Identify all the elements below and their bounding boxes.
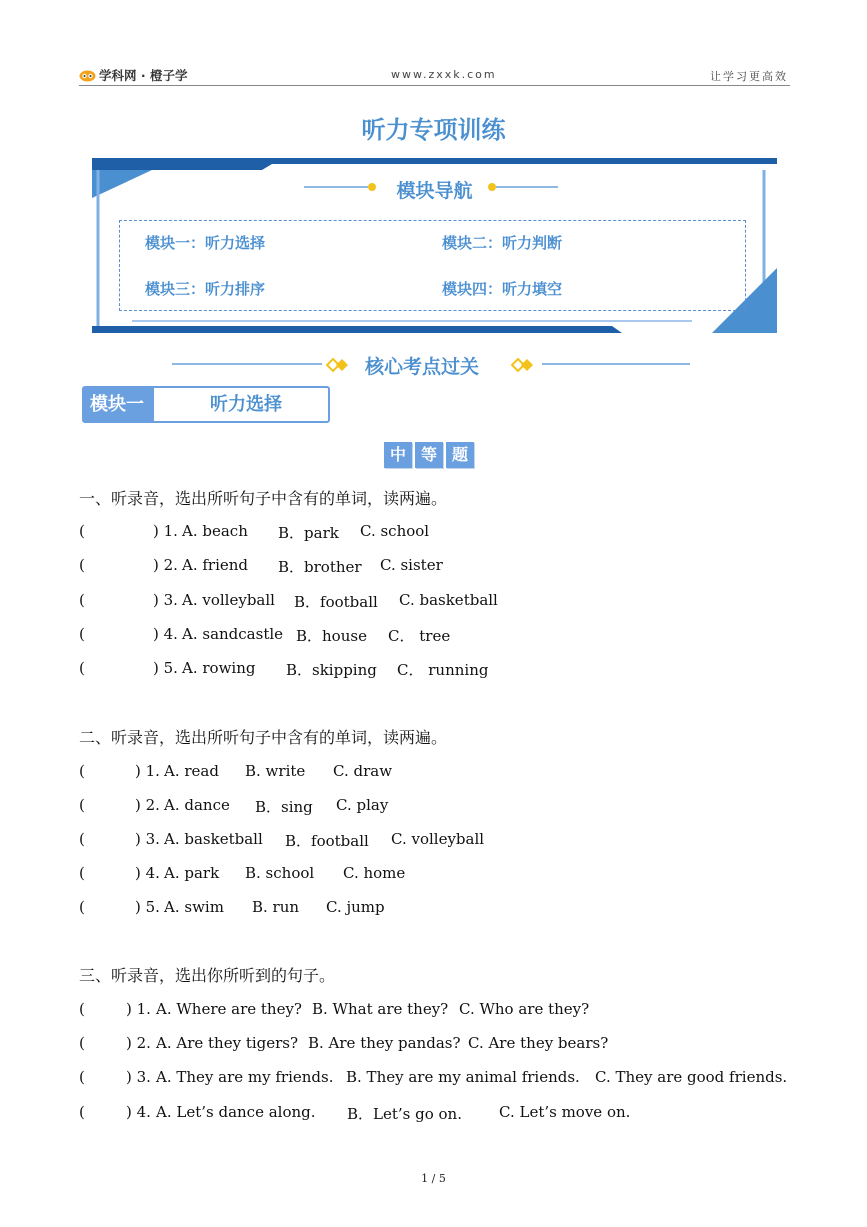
option-c: C. sister — [380, 556, 443, 574]
option-a: A. volleyball — [182, 591, 275, 609]
option-c: C. home — [343, 864, 406, 882]
question-number: ) 2. — [126, 1034, 151, 1052]
module-nav-box — [92, 158, 777, 333]
option-a: A. read — [164, 762, 219, 780]
question-number: ) 2. — [135, 796, 160, 814]
answer-paren[interactable]: ( — [79, 762, 85, 780]
page-number: 1 / 5 — [421, 1172, 446, 1185]
option-b: B. run — [252, 898, 300, 916]
option-b: B．football — [294, 593, 378, 611]
core-title: 核心考点过关 — [365, 356, 480, 378]
section-2-title: 二、听录音，选出所听句子中含有的单词，读两遍。 — [79, 728, 448, 747]
question-number: ) 3. — [126, 1068, 151, 1086]
module-tag-label: 模块一 — [84, 388, 154, 421]
nav-title: 模块导航 — [396, 180, 473, 202]
answer-paren[interactable]: ( — [79, 556, 85, 574]
option-c: C. jump — [326, 898, 385, 916]
difficulty-char: 等 — [415, 442, 443, 468]
module-tag-name: 听力选择 — [210, 394, 282, 415]
option-b: B．sing — [255, 798, 313, 816]
option-b: B．brother — [278, 558, 362, 576]
section-3-title: 三、听录音，选出你所听到的句子。 — [79, 966, 336, 985]
nav-item-module-3[interactable]: 模块三：听力排序 — [145, 280, 266, 298]
option-a: A. They are my friends. — [156, 1068, 334, 1086]
nav-item-module-2[interactable]: 模块二：听力判断 — [442, 234, 563, 252]
option-b: B．park — [278, 524, 339, 542]
section-1-title: 一、听录音，选出所听句子中含有的单词，读两遍。 — [79, 489, 448, 508]
option-a: A. Let’s dance along. — [156, 1103, 316, 1121]
header-slogan: 让学习更高效 — [710, 70, 788, 83]
option-c: C. draw — [333, 762, 393, 780]
logo-text: 学科网 · 橙子学 — [99, 68, 188, 83]
option-a: A. dance — [164, 796, 230, 814]
option-c: C. They are good friends. — [595, 1068, 788, 1086]
question-number: ) 4. — [135, 864, 160, 882]
answer-paren[interactable]: ( — [79, 864, 85, 882]
question-number: ) 5. — [153, 659, 178, 677]
option-b: B．football — [285, 832, 369, 850]
option-b: B. Are they pandas? — [308, 1034, 461, 1052]
option-b: B．Let’s go on. — [347, 1105, 462, 1123]
option-c: C． tree — [388, 627, 451, 645]
option-b: B．skipping — [286, 661, 377, 679]
option-c: C. basketball — [399, 591, 498, 609]
page-title: 听力专项训练 — [361, 115, 506, 144]
difficulty-char: 中 — [384, 442, 412, 468]
question-number: ) 3. — [153, 591, 178, 609]
difficulty-char: 题 — [446, 442, 474, 468]
answer-paren[interactable]: ( — [79, 1068, 85, 1086]
question-number: ) 1. — [126, 1000, 151, 1018]
answer-paren[interactable]: ( — [79, 796, 85, 814]
question-number: ) 1. — [153, 522, 178, 540]
answer-paren[interactable]: ( — [79, 1000, 85, 1018]
nav-item-module-4[interactable]: 模块四：听力填空 — [442, 280, 563, 298]
option-a: A. park — [164, 864, 220, 882]
option-a: A. friend — [182, 556, 249, 574]
question-number: ) 2. — [153, 556, 178, 574]
answer-paren[interactable]: ( — [79, 830, 85, 848]
question-number: ) 5. — [135, 898, 160, 916]
nav-item-module-1[interactable]: 模块一：听力选择 — [145, 234, 266, 252]
option-b: B. write — [245, 762, 306, 780]
page-header — [79, 62, 790, 86]
option-a: A. beach — [182, 522, 248, 540]
answer-paren[interactable]: ( — [79, 1034, 85, 1052]
answer-paren[interactable]: ( — [79, 522, 85, 540]
answer-paren[interactable]: ( — [79, 625, 85, 643]
option-b: B. They are my animal friends. — [346, 1068, 580, 1086]
option-a: A. sandcastle — [182, 625, 284, 643]
option-a: A. Where are they? — [156, 1000, 302, 1018]
option-b: B. What are they? — [312, 1000, 449, 1018]
site-url[interactable]: www.zxxk.com — [391, 68, 497, 81]
option-a: A. basketball — [164, 830, 263, 848]
module-tag — [82, 386, 330, 423]
option-a: A. rowing — [182, 659, 256, 677]
option-c: C. Who are they? — [459, 1000, 590, 1018]
option-a: A. Are they tigers? — [156, 1034, 299, 1052]
option-c: C. Are they bears? — [468, 1034, 609, 1052]
question-number: ) 4. — [153, 625, 178, 643]
option-a: A. swim — [164, 898, 224, 916]
option-c: C． running — [397, 661, 489, 679]
site-logo[interactable] — [79, 66, 187, 84]
answer-paren[interactable]: ( — [79, 1103, 85, 1121]
core-heading — [0, 350, 867, 382]
option-b: B. school — [245, 864, 315, 882]
option-c: C. Let’s move on. — [499, 1103, 631, 1121]
difficulty-badge — [384, 442, 474, 468]
option-c: C. volleyball — [391, 830, 485, 848]
question-number: ) 3. — [135, 830, 160, 848]
option-b: B．house — [296, 627, 367, 645]
option-c: C. play — [336, 796, 389, 814]
logo-icon — [79, 69, 96, 82]
answer-paren[interactable]: ( — [79, 591, 85, 609]
answer-paren[interactable]: ( — [79, 659, 85, 677]
question-number: ) 4. — [126, 1103, 151, 1121]
answer-paren[interactable]: ( — [79, 898, 85, 916]
question-number: ) 1. — [135, 762, 160, 780]
option-c: C. school — [360, 522, 430, 540]
